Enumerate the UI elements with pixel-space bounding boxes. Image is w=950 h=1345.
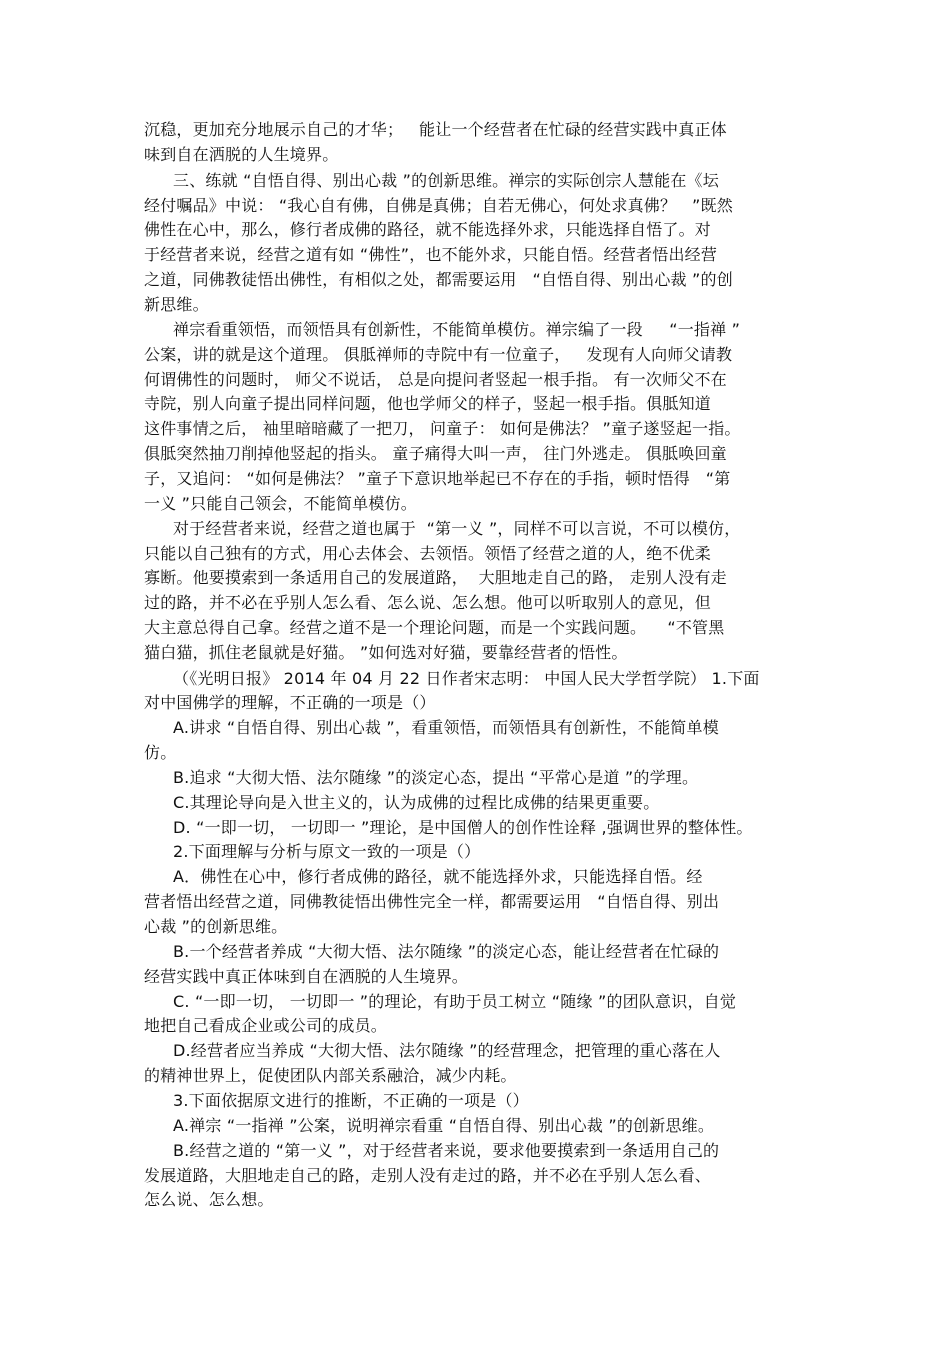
question-1-stem: 对中国佛学的理解，不正确的一项是（） bbox=[144, 693, 436, 712]
text-line: 只能以自己独有的方式，用心去体会、去领悟。领悟了经营之道的人，绝不优柔 bbox=[144, 544, 712, 563]
question-3-option-b: B.经营之道的 “第一义 ”，对于经营者来说，要求他要摸索到一条适用自己的 bbox=[173, 1141, 720, 1160]
text-line: 味到自在洒脱的人生境界。 bbox=[144, 145, 339, 164]
source-citation-line: （《光明日报》 2014 年 04 月 22 日作者宋志明： 中国人民大学哲学院） 1.下面 bbox=[173, 669, 760, 688]
text-line: 公案，讲的就是这个道理。 俱胝禅师的寺院中有一位童子， 发现有人向师父请教 bbox=[144, 345, 733, 364]
text-line: 俱胝突然抽刀削掉他竖起的指头。 童子痛得大叫一声， 往门外逃走。 俱胝唤回童 bbox=[144, 444, 727, 463]
text-line: 寡断。他要摸索到一条适用自己的发展道路， 大胆地走自己的路， 走别人没有走 bbox=[144, 568, 727, 587]
text-line: 寺院，别人向童子提出同样问题，他也学师父的样子，竖起一根手指。俱胝知道 bbox=[144, 394, 712, 413]
question-1-option-d: D. “一即一切， 一切即一 ”理论，是中国僧人的创作性诠释 ,强调世界的整体性。 bbox=[173, 818, 753, 837]
question-3-stem: 3.下面依据原文进行的推断，不正确的一项是（） bbox=[173, 1091, 529, 1110]
question-1-option-a: A.讲求 “自悟自得、别出心裁 ”，看重领悟，而领悟具有创新性，不能简单模 bbox=[173, 718, 719, 737]
text-line: 过的路，并不必在乎别人怎么看、怎么说、怎么想。他可以听取别人的意见，但 bbox=[144, 593, 712, 612]
question-2-option-c: C. “一即一切， 一切即一 ”的理论，有助于员工树立 “随缘 ”的团队意识，自觉 bbox=[173, 992, 737, 1011]
question-2-option-a: A．佛性在心中，修行者成佛的路径，就不能选择外求，只能选择自悟。经 bbox=[173, 867, 703, 886]
text-line: 佛性在心中，那么，修行者成佛的路径，就不能选择外求，只能选择自悟了。对 bbox=[144, 220, 712, 239]
question-2-option-c-cont: 地把自己看成企业或公司的成员。 bbox=[144, 1016, 388, 1035]
text-line: 一义 ”只能自己领会，不能简单模仿。 bbox=[144, 494, 417, 513]
question-2-option-a-cont: 营者悟出经营之道，同佛教徒悟出佛性完全一样，都需要运用 “自悟自得、别出 bbox=[144, 892, 720, 911]
question-3-option-b-cont: 怎么说、怎么想。 bbox=[144, 1190, 274, 1209]
question-1-option-b: B.追求 “大彻大悟、法尔随缘 ”的淡定心态，提出 “平常心是道 ”的学理。 bbox=[173, 768, 699, 787]
text-line: 子，又追问： “如何是佛法？ ”童子下意识地举起已不存在的手指，顿时悟得 “第 bbox=[144, 469, 731, 488]
text-line: 经付嘱品》中说： “我心自有佛，自佛是真佛；自若无佛心，何处求真佛？ ”既然 bbox=[144, 196, 733, 215]
text-line: 于经营者来说，经营之道有如 “佛性”，也不能外求，只能自悟。经营者悟出经营 bbox=[144, 245, 718, 264]
text-line: 猫白猫，抓住老鼠就是好猫。 ”如何选对好猫，要靠经营者的悟性。 bbox=[144, 643, 628, 662]
paragraph-start-line: 对于经营者来说，经营之道也属于 “第一义 ”，同样不可以言说，不可以模仿， bbox=[173, 519, 741, 538]
text-line: 新思维。 bbox=[144, 295, 209, 314]
text-line: 大主意总得自己拿。经营之道不是一个理论问题，而是一个实践问题。 “不管黑 bbox=[144, 618, 725, 637]
question-1-option-c: C.其理论导向是入世主义的，认为成佛的过程比成佛的结果更重要。 bbox=[173, 793, 660, 812]
question-2-option-b: B.一个经营者养成 “大彻大悟、法尔随缘 ”的淡定心态，能让经营者在忙碌的 bbox=[173, 942, 720, 961]
text-line: 这件事情之后， 袖里暗暗藏了一把刀， 问童子： 如何是佛法？ ”童子遂竖起一指。 bbox=[144, 419, 741, 438]
text-line: 之道，同佛教徒悟出佛性，有相似之处，都需要运用 “自悟自得、别出心裁 ”的创 bbox=[144, 270, 733, 289]
question-3-option-b-cont: 发展道路，大胆地走自己的路，走别人没有走过的路，并不必在乎别人怎么看、 bbox=[144, 1166, 712, 1185]
text-line: 沉稳，更加充分地展示自己的才华； 能让一个经营者在忙碌的经营实践中真正体 bbox=[144, 120, 727, 139]
question-2-option-d-cont: 的精神世界上，促使团队内部关系融洽，减少内耗。 bbox=[144, 1066, 517, 1085]
question-3-option-a: A.禅宗 “一指禅 ”公案，说明禅宗看重 “自悟自得、别出心裁 ”的创新思维。 bbox=[173, 1116, 715, 1135]
question-2-option-b-cont: 经营实践中真正体味到自在洒脱的人生境界。 bbox=[144, 967, 469, 986]
question-2-option-d: D.经营者应当养成 “大彻大悟、法尔随缘 ”的经营理念，把管理的重心落在人 bbox=[173, 1041, 721, 1060]
section-heading-line: 三、练就 “自悟自得、别出心裁 ”的创新思维。禅宗的实际创宗人慧能在《坛 bbox=[173, 171, 719, 190]
question-2-option-a-cont: 心裁 ”的创新思维。 bbox=[144, 917, 288, 936]
paragraph-start-line: 禅宗看重领悟，而领悟具有创新性，不能简单模仿。禅宗编了一段 “一指禅 ” bbox=[173, 320, 741, 339]
question-1-option-a-cont: 仿。 bbox=[144, 743, 177, 762]
question-2-stem: 2.下面理解与分析与原文一致的一项是（） bbox=[173, 842, 481, 861]
text-line: 何谓佛性的问题时， 师父不说话， 总是向提问者竖起一根手指。 有一次师父不在 bbox=[144, 370, 727, 389]
